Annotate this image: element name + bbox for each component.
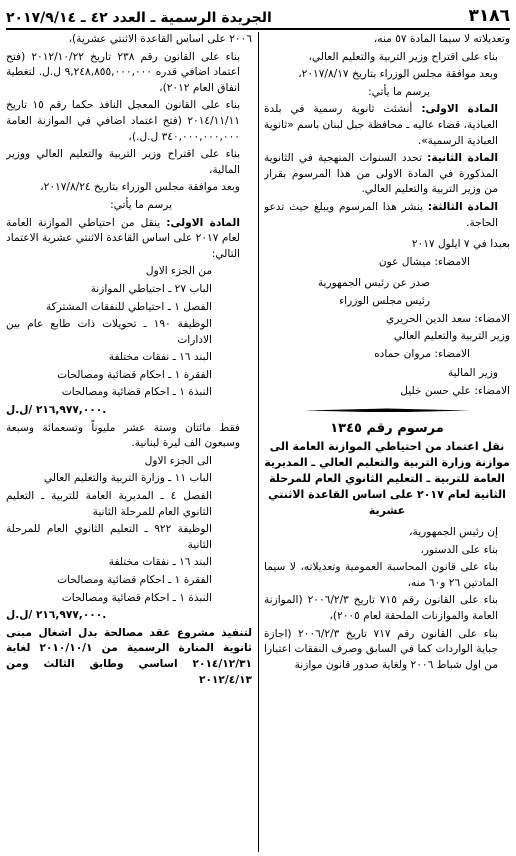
budget-line: الوظيفة ١٩٠ ـ تحويلات ذات طابع عام بين الادارات: [6, 318, 212, 346]
budget-line: الوظيفة ٩٢٢ ـ التعليم الثانوي العام للمرحلة الثانية: [6, 523, 212, 551]
budget-line: الفصل ١ ـ احتياطي للنفقات المشتركة: [45, 300, 212, 313]
ornament-separator: [304, 405, 470, 415]
date-line: بعبدا في ٧ ايلول ٢٠١٧: [411, 238, 510, 251]
text-line: بناء على القانون المعجل النافذ حكما رقم ١٥ تاريخ ٢٠١٤/١١/١١ (فتح اعتماد اضافي في الموازنة العامة ٣٤٠,٠٠٠,٠٠٠,٠٠٠ ل.ل.)،: [6, 99, 240, 143]
signature: الامضاء: مروان حماده: [374, 347, 470, 360]
budget-line: النبذة ١ ـ احكام قضائية ومصالحات: [61, 591, 212, 604]
budget-line: البند ١٦ ـ نفقات مختلفة: [108, 351, 212, 364]
signature: الامضاء: ميشال عون: [378, 255, 470, 268]
article-text: تحدد السنوات المنهجية في الثانوية المذكورة في المادة الاولى من هذا المرسوم بقرار من وزير التربية والتعليم العالي.: [264, 152, 498, 196]
text-line: إن رئيس الجمهورية،: [409, 526, 498, 539]
budget-line: الفقرة ١ ـ احكام قضائية ومصالحات: [57, 368, 212, 381]
article-text: ينشر هذا المرسوم ويبلغ حيث تدعو الحاجة.: [264, 200, 498, 229]
budget-line: الباب ٢٧ ـ احتياطي الموازنة: [90, 282, 212, 295]
article-text: أنشئت ثانوية رسمية في بلدة العبادية، قضاء عاليه ـ محافظة جبل لبنان باسم «ثانوية العبادية الرسمية».: [264, 103, 498, 147]
article-text: ينقل من احتياطي الموازنة العامة لعام ٢٠١٧ على اساس القاعدة الاثنتي عشرية الاعتماد التالي:: [6, 216, 240, 260]
article-2: [264, 151, 510, 198]
decree-subtitle: نقل اعتماد من احتياطي الموازنة العامة الى موازنة وزارة التربية والتعليم العالي ـ المديرية العامة للتربية ـ التعليم الثانوي العام للمرحلة الثانية لعام ٢٠١٧ على اساس القاعدة الاثنتي عشرية: [264, 440, 510, 518]
text-line: بناء على قانون المحاسبة العمومية وتعديلاته، لا سيما المادتين ٢٦ و٦٠ منه،: [264, 561, 498, 589]
signature: الامضاء: علي حسن خليل: [400, 384, 510, 397]
text-line: وبعد موافقة مجلس الوزراء بتاريخ ٢٠١٧/٨/٢٤،: [40, 181, 240, 194]
signature: وزير التربية والتعليم العالي: [393, 330, 510, 343]
left-column: [6, 32, 252, 854]
text-line: يرسم ما يأتي:: [110, 198, 172, 211]
budget-line: الباب ١١ ـ وزارة التربية والتعليم العالي: [43, 472, 212, 485]
page-number: ٣١٨٦: [468, 6, 510, 26]
column-divider: [258, 32, 259, 852]
budget-line: البند ١٦ ـ نفقات مختلفة: [108, 556, 212, 569]
article-label: المادة الاولى:: [421, 103, 498, 116]
article-label: المادة الثالثة:: [427, 200, 498, 213]
signature: صدر عن رئيس الجمهورية: [317, 277, 430, 290]
budget-line: من الجزء الاول: [145, 265, 212, 278]
text-line: بناء على الدستور،: [420, 543, 498, 556]
article-1: [6, 216, 252, 263]
amount-in-words: فقط مائتان وستة عشر مليوناً وتسعمائة وسبعة وسبعون الف ليرة لبنانية.: [6, 421, 240, 450]
budget-line: النبذة ١ ـ احكام قضائية ومصالحات: [61, 386, 212, 399]
right-column: [264, 32, 510, 854]
article-label: المادة الاولى:: [166, 216, 240, 229]
text-line: بناء على القانون رقم ٧١٥ تاريخ ٢٠٠٦/٢/٣ (الموازنة العامة والموازنات الملحقة لعام ٢٠٠٥)،: [264, 594, 498, 623]
article-3: [264, 200, 510, 231]
signature: رئيس مجلس الوزراء: [339, 294, 430, 307]
purpose-note: لتنفيذ مشروع عقد مصالحة بدل اشغال مبنى ثانوية المنارة الرسمية من ٢٠١٠/١٠/١ لغاية ٢٠١٤/١٢/٣١ اساسي وطابق الثالث ومن ٢٠١٢/٤/١٣: [6, 626, 252, 686]
article-1: [264, 102, 510, 149]
article-label: المادة الثانية:: [427, 152, 498, 165]
text-line: بناء على القانون رقم ٧١٧ تاريخ ٢٠٠٦/٢/٣ (اجازة جباية الواردات كما في السابق وصرف النفقات اعتبارا من اول شباط ٢٠٠٦ ولغاية صدور قانون موازنة: [264, 627, 498, 671]
amount: ٢١٦,٩٧٧,٠٠٠ /ل.ل.: [6, 609, 107, 622]
text-line: يرسم ما يأتي:: [368, 85, 430, 98]
text-line: ٢٠٠٦ على اساس القاعدة الاثنتي عشرية)،: [68, 33, 252, 45]
signature: الامضاء: سعد الدين الحريري: [386, 312, 510, 325]
decree-title: مرسوم رقم ١٣٤٥: [330, 421, 444, 437]
budget-line: الى الجزء الاول: [144, 454, 212, 467]
amount: ٢١٦,٩٧٧,٠٠٠ /ل.ل.: [6, 404, 107, 417]
text-line: بناء على القانون رقم ٢٣٨ تاريخ ٢٠١٢/١٠/٢٢ (فتح اعتماد اضافي قدره ٩,٢٤٨,٨٥٥,٠٠٠,٠٠٠ ل.ل. لتغطية انفاق العام ٢٠١٢)،: [6, 50, 240, 94]
text-line: وتعديلاته لا سيما المادة ٥٧ منه،: [373, 33, 510, 45]
text-line: وبعد موافقة مجلس الوزراء بتاريخ ٢٠١٧/٨/١٧،: [298, 68, 498, 81]
text-line: بناء على اقتراح وزير التربية والتعليم العالي،: [308, 50, 498, 63]
page-header: [6, 4, 510, 30]
gazette-title: الجريدة الرسمية ـ العدد ٤٢ ـ ٢٠١٧/٩/١٤: [6, 10, 272, 26]
budget-line: الفصل ٤ ـ المديرية العامة للتربية ـ التعليم الثانوي العام للمرحلة الثانية: [6, 490, 213, 518]
signature: وزير المالية: [447, 367, 498, 380]
text-line: بناء على اقتراح وزير التربية والتعليم العالي ووزير المالية،: [6, 148, 240, 176]
budget-line: الفقرة ١ ـ احكام قضائية ومصالحات: [57, 574, 212, 586]
